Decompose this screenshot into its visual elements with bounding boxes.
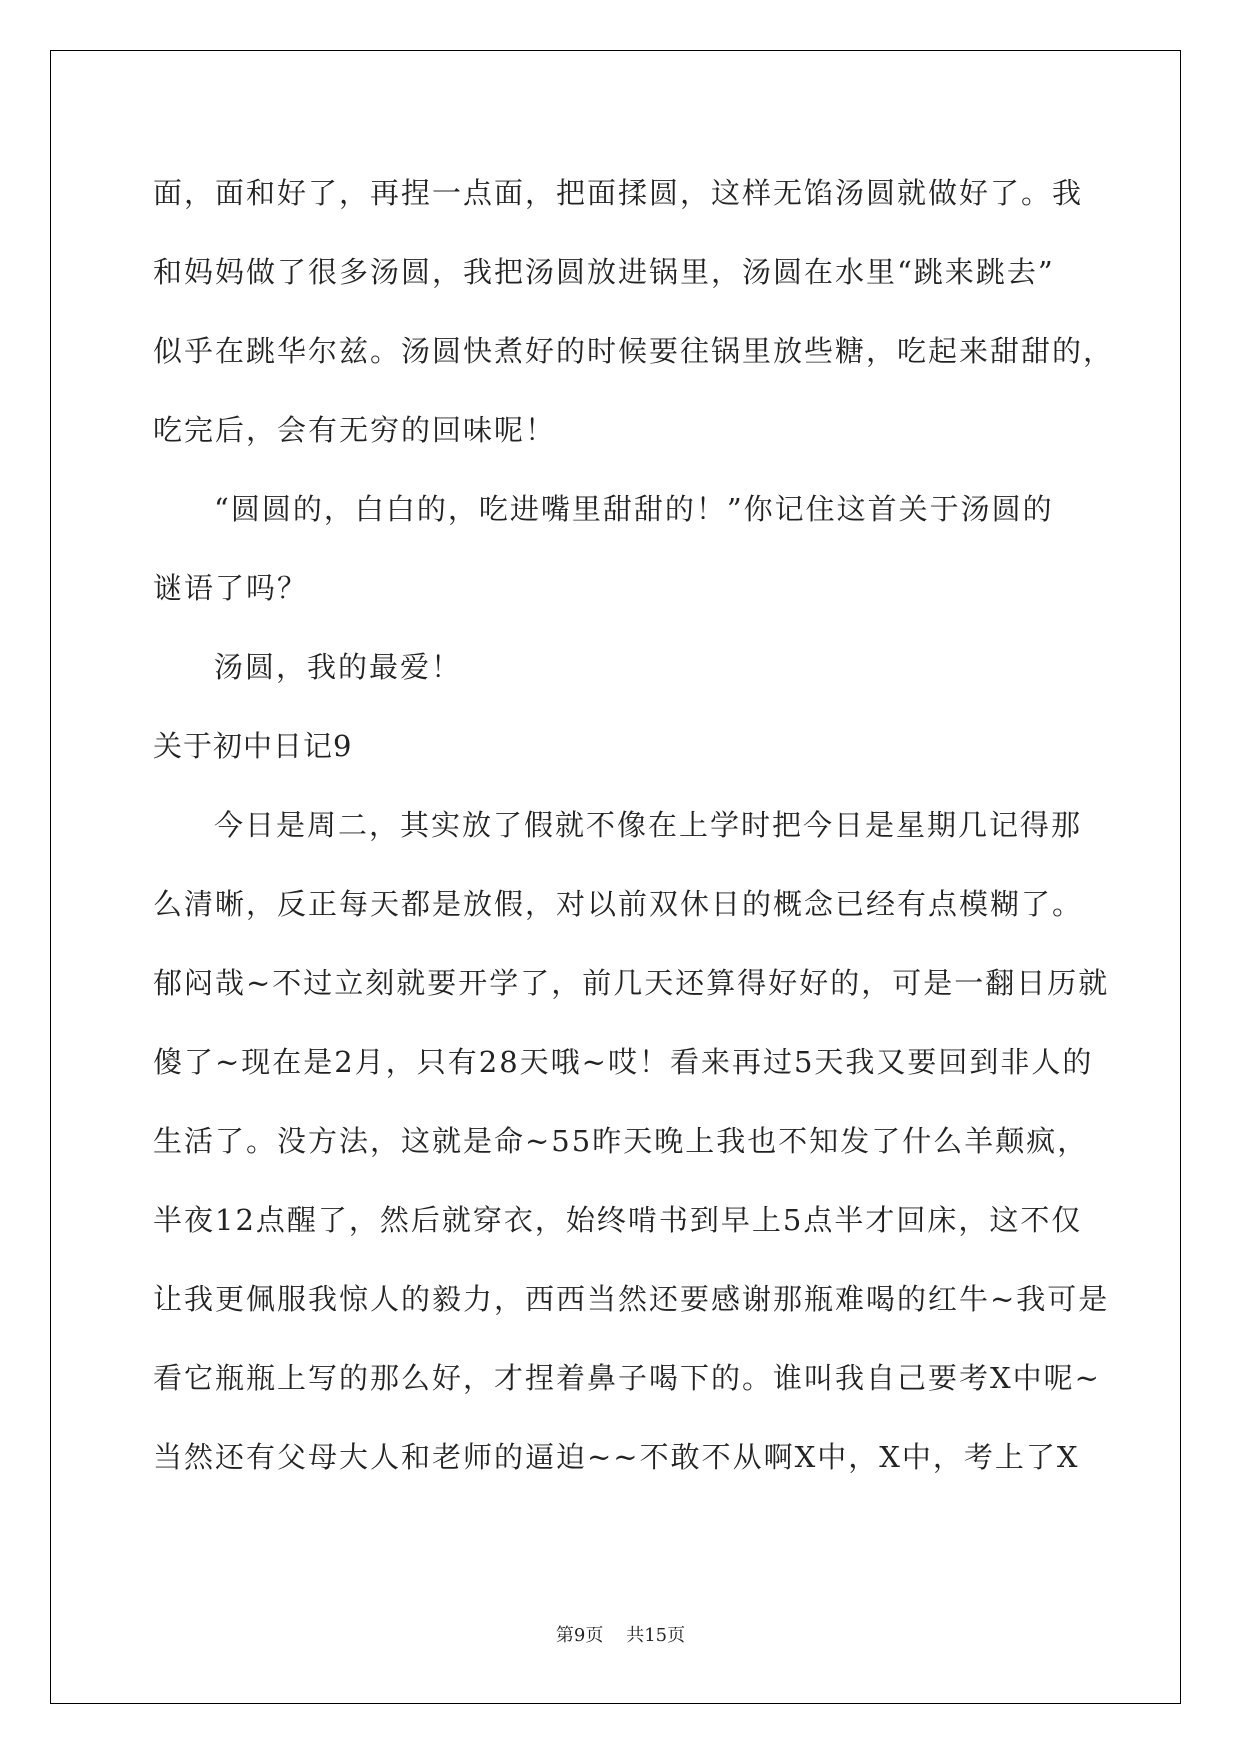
text-line: 郁闷哉~不过立刻就要开学了，前几天还算得好好的，可是一翻日历就 xyxy=(153,966,1110,1000)
text-line: 傻了~现在是2月，只有28天哦~哎！看来再过5天我又要回到非人的 xyxy=(153,1045,1094,1079)
text-line: 看它瓶瓶上写的那么好，才捏着鼻子喝下的。谁叫我自己要考X中呢~ xyxy=(153,1361,1101,1395)
text-line: 似乎在跳华尔兹。汤圆快煮好的时候要往锅里放些糖，吃起来甜甜的， xyxy=(153,334,1115,368)
text-line: 么清晰，反正每天都是放假，对以前双休日的概念已经有点模糊了。 xyxy=(153,887,1084,921)
document-body xyxy=(153,168,1115,1511)
text-line: “圆圆的，白白的，吃进嘴里甜甜的！”你记住这首关于汤圆的 xyxy=(214,492,1054,526)
page-number: 第9页 xyxy=(555,1625,604,1646)
text-line: 汤圆，我的最爱！ xyxy=(214,650,463,684)
text-line: 半夜12点醒了，然后就穿衣，始终啃书到早上5点半才回床，这不仅 xyxy=(153,1203,1083,1237)
page-footer xyxy=(0,1621,1241,1647)
text-line: 生活了。没方法，这就是命~55昨天晚上我也不知发了什么羊颠疯， xyxy=(153,1124,1089,1158)
page-total: 共15页 xyxy=(626,1625,686,1646)
text-line: 面，面和好了，再捏一点面，把面揉圆，这样无馅汤圆就做好了。我 xyxy=(153,176,1084,210)
section-heading: 关于初中日记9 xyxy=(153,729,353,763)
text-line: 让我更佩服我惊人的毅力，西西当然还要感谢那瓶难喝的红牛~我可是 xyxy=(153,1282,1110,1316)
text-line: 今日是周二，其实放了假就不像在上学时把今日是星期几记得那 xyxy=(214,808,1083,842)
text-line: 当然还有父母大人和老师的逼迫~~不敢不从啊X中，X中，考上了X xyxy=(153,1440,1080,1474)
text-line: 谜语了吗？ xyxy=(153,571,309,605)
text-line: 吃完后，会有无穷的回味呢！ xyxy=(153,413,557,447)
text-line: 和妈妈做了很多汤圆，我把汤圆放进锅里，汤圆在水里“跳来跳去” xyxy=(153,255,1055,289)
